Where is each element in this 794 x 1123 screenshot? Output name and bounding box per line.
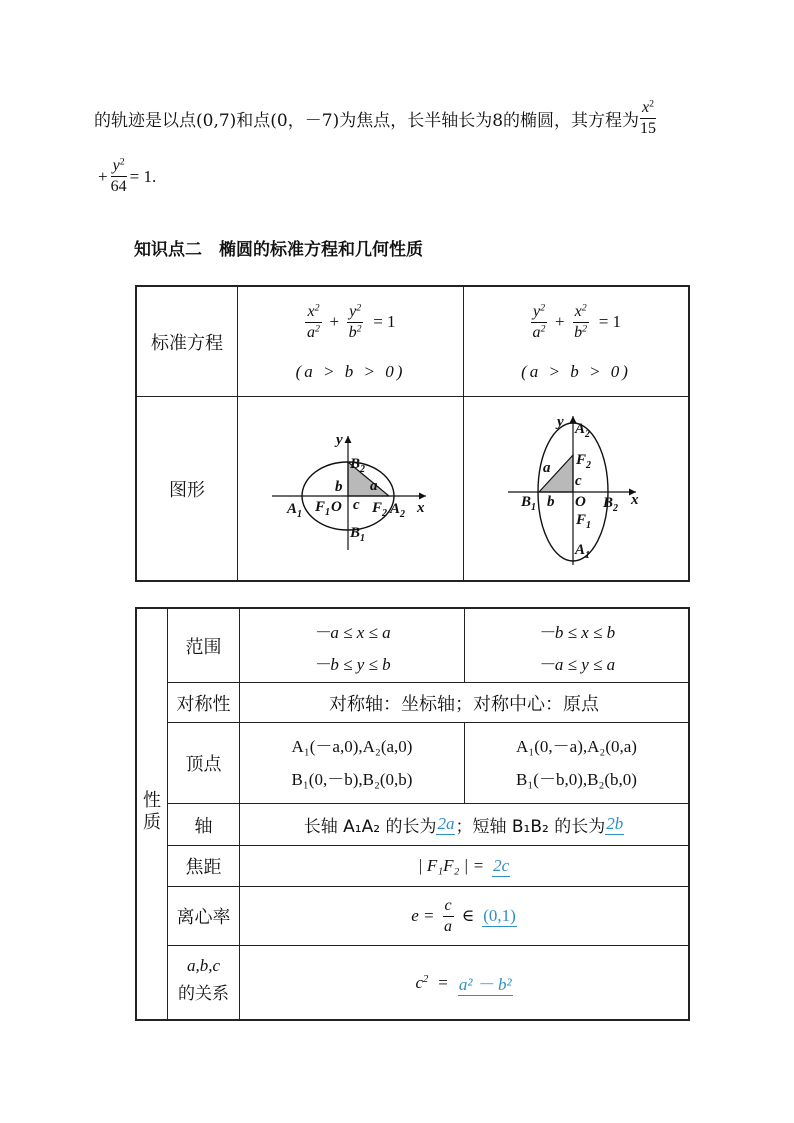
- answer-short-axis: 2b: [606, 814, 624, 833]
- label-A2: $A_2$: [390, 501, 406, 520]
- label-eccentricity: 离心率: [176, 907, 231, 928]
- equation-vertical-condition: (a > b > 0): [521, 362, 631, 381]
- answer-long-axis: 2a: [437, 814, 455, 833]
- label-relation: a,b,c 的关系: [178, 956, 229, 1004]
- relation-text: $c^2$ = a² － b²: [240, 946, 688, 1019]
- label-A1: $A_1$: [287, 501, 303, 520]
- label-B1: $B_1$: [350, 525, 366, 544]
- properties-side-label: 性 质: [143, 790, 161, 833]
- label-focal-distance: 焦距: [185, 857, 222, 878]
- label-B2: $B_2$: [603, 495, 619, 514]
- label-B1: $B_1$: [521, 494, 537, 513]
- equation-vertical: $\frac{y^2}{a^2}$ + $\frac{x^2}{b^2}$ = 1: [532, 302, 622, 341]
- label-A2: $A_2$: [575, 421, 591, 440]
- ellipse-horizontal-figure: [240, 400, 462, 578]
- label-F2: $F_2$: [372, 500, 388, 519]
- label-a: a: [370, 478, 378, 494]
- label-vertex: 顶点: [185, 754, 222, 775]
- label-O: O: [575, 494, 586, 510]
- intro-fraction-y: $\frac{y^2}{64}$: [110, 156, 127, 195]
- focal-text: | F₁F₂ | = 2c: [417, 855, 510, 875]
- vertex-horizontal: A₁(－a,0),A₂(a,0) B₁(0,－b),B₂(0,b): [291, 737, 413, 789]
- range-horizontal: －a ≤ x ≤ a －b ≤ y ≤ b: [313, 623, 391, 674]
- intro-tail: = 1.: [129, 166, 157, 186]
- label-b: b: [547, 494, 555, 510]
- table1-label-figure: 图形: [169, 479, 205, 501]
- intro-text: 的轨迹是以点(0,7)和点(0，－7)为焦点，长半轴长为8的椭圆，其方程为: [94, 111, 640, 131]
- intro-fraction-x: $\frac{x^2}{15}$: [640, 98, 657, 137]
- ellipse-vertical-figure: [466, 400, 688, 578]
- label-a: a: [543, 460, 551, 476]
- label-y: y: [557, 414, 564, 430]
- equation-horizontal-condition: (a > b > 0): [295, 362, 406, 381]
- intro-line-1: [94, 100, 656, 137]
- label-c: c: [575, 473, 582, 489]
- symmetry-text: 对称轴：坐标轴；对称中心：原点: [329, 693, 599, 715]
- range-vertical: －b ≤ x ≤ b －a ≤ y ≤ a: [537, 623, 616, 674]
- eccentricity-text: e = $\frac{c}{a}$ ∈ (0,1): [411, 896, 516, 935]
- label-B2: $B_2$: [350, 456, 366, 475]
- intro-line-2: [98, 158, 156, 195]
- label-x: x: [417, 500, 425, 516]
- label-x: x: [631, 492, 639, 508]
- answer-relation: a² － b²: [458, 970, 513, 996]
- label-F1: $F_1$: [315, 499, 331, 518]
- intro-plus: +: [98, 166, 108, 186]
- label-A1: $A_1$: [575, 542, 591, 561]
- label-b: b: [335, 479, 343, 495]
- label-c: c: [353, 497, 360, 513]
- answer-focal: 2c: [493, 855, 510, 875]
- vertex-vertical: A₁(0,－a),A₂(0,a) B₁(－b,0),B₂(b,0): [516, 737, 637, 789]
- label-range: 范围: [185, 636, 222, 658]
- label-axis: 轴: [194, 815, 213, 837]
- equation-horizontal: $\frac{x^2}{a^2}$ + $\frac{y^2}{b^2}$ = 1: [307, 302, 396, 341]
- table1-label-equation: 标准方程: [151, 332, 223, 354]
- label-symmetry: 对称性: [176, 693, 231, 715]
- label-F1: $F_1$: [576, 512, 592, 531]
- label-O: O: [331, 499, 342, 515]
- label-F2: $F_2$: [576, 452, 592, 471]
- label-y: y: [336, 432, 343, 448]
- axis-text: 长轴 A₁A₂ 的长为 2a ；短轴 B₁B₂ 的长为 2b: [303, 814, 624, 837]
- answer-eccentricity: (0,1): [483, 905, 516, 925]
- section-title: 知识点二 椭圆的标准方程和几何性质: [134, 240, 423, 260]
